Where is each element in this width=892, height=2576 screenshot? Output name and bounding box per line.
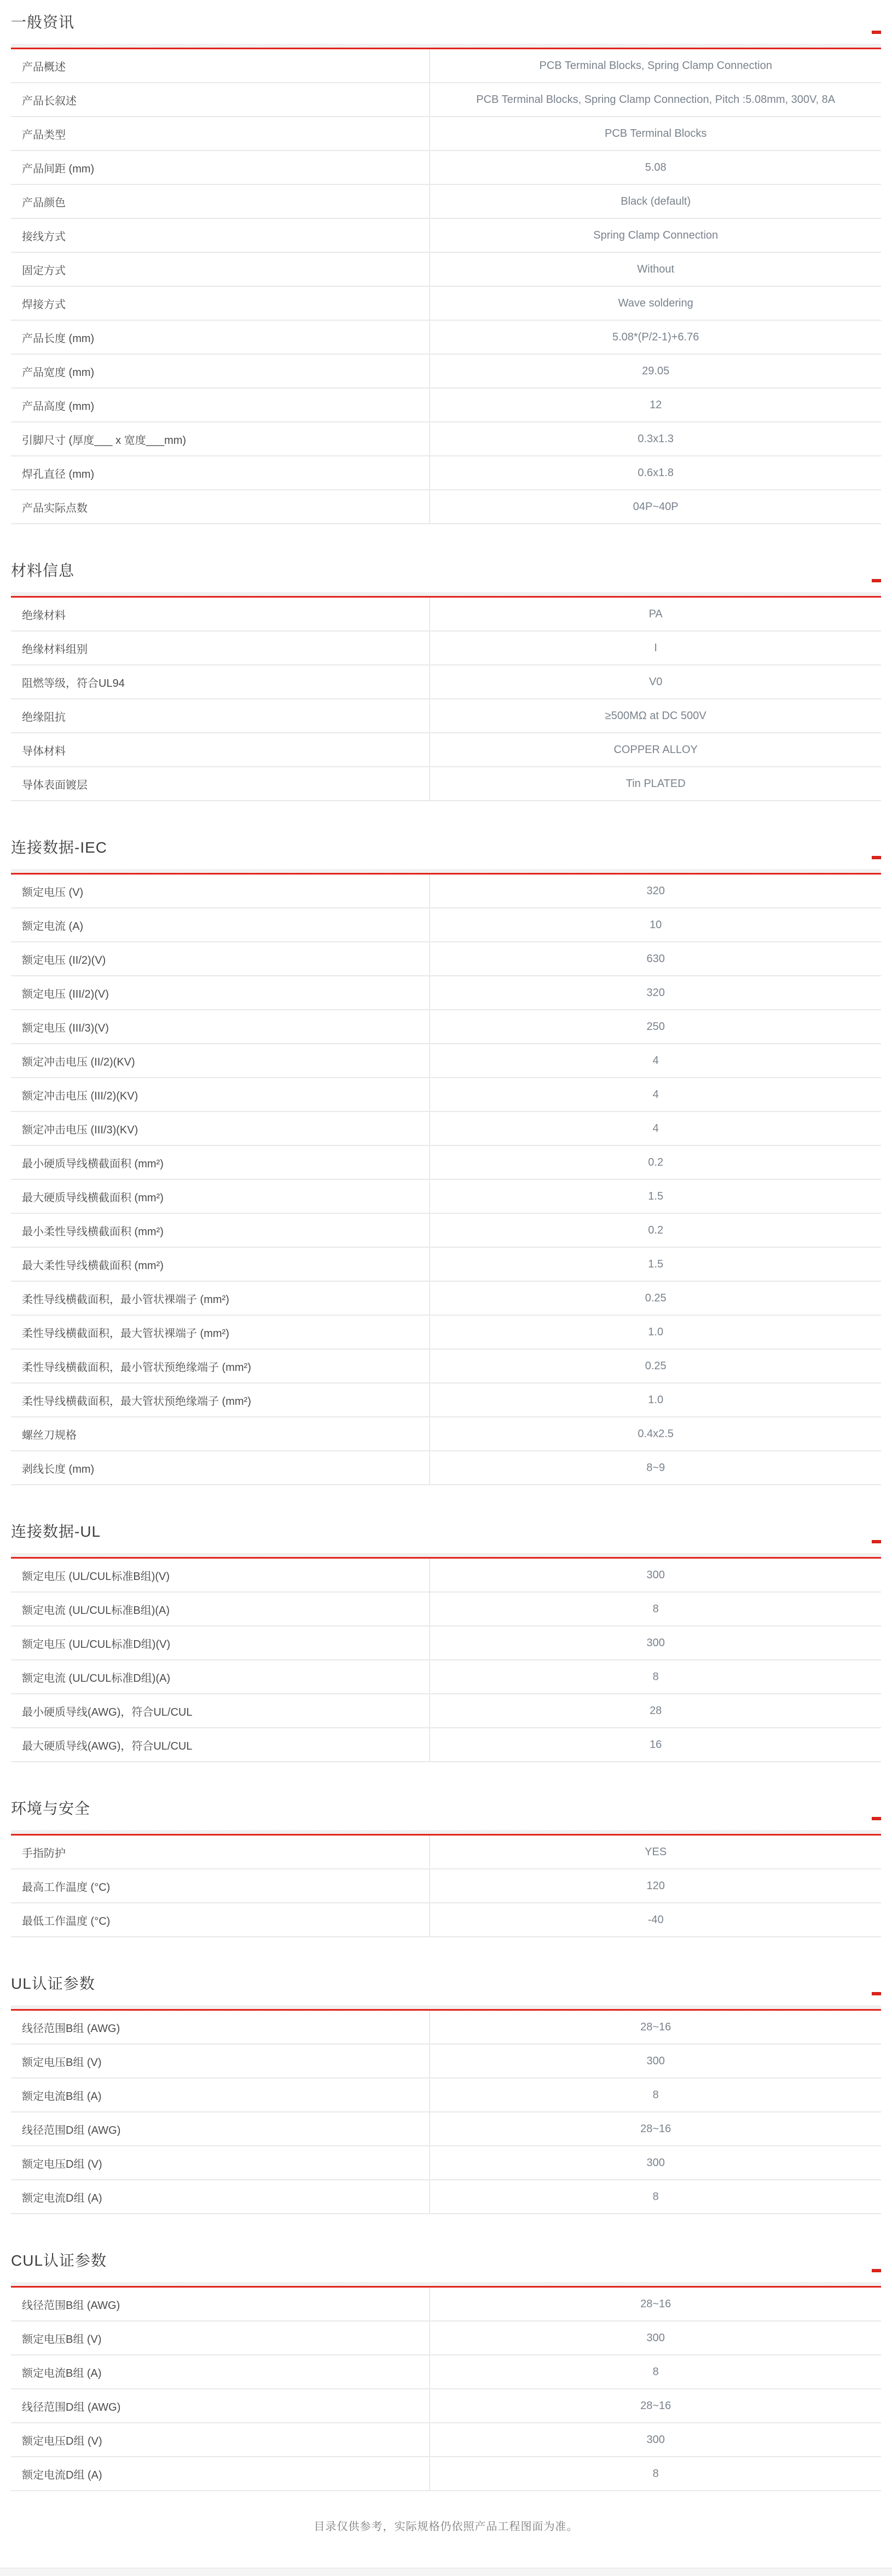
row-value: Tin PLATED bbox=[625, 777, 686, 790]
table-row bbox=[11, 2457, 881, 2491]
row-value: I bbox=[654, 641, 657, 654]
row-label: 额定电流B组 (A) bbox=[11, 2079, 430, 2111]
row-label: 额定电流 (A) bbox=[11, 908, 430, 941]
row-label: 额定电压 (V) bbox=[11, 875, 430, 907]
section-rule-divider bbox=[11, 1553, 881, 1559]
row-value: 8 bbox=[652, 2365, 659, 2378]
row-value: 16 bbox=[650, 1738, 662, 1751]
row-value: 0.6x1.8 bbox=[638, 466, 674, 479]
row-label: 额定电流D组 (A) bbox=[11, 2457, 430, 2490]
table-row bbox=[11, 1316, 881, 1350]
table-row bbox=[11, 1728, 881, 1762]
table-row bbox=[11, 1282, 881, 1316]
section-title: 连接数据-IEC bbox=[11, 839, 108, 856]
row-value: 12 bbox=[650, 398, 662, 411]
spec-table bbox=[11, 49, 881, 524]
row-label: 额定电流 (UL/CUL标准D组)(A) bbox=[11, 1660, 430, 1693]
table-row bbox=[11, 733, 881, 767]
table-row bbox=[11, 976, 881, 1010]
table-row bbox=[11, 219, 881, 253]
table-row bbox=[11, 422, 881, 456]
row-label: 产品概述 bbox=[11, 49, 430, 82]
row-label: 最小柔性导线横截面积 (mm²) bbox=[11, 1214, 430, 1247]
row-value: 300 bbox=[646, 2156, 665, 2169]
row-value: 300 bbox=[646, 1636, 665, 1649]
row-value: 320 bbox=[646, 986, 665, 999]
table-row bbox=[11, 2355, 881, 2389]
row-label: 柔性导线横截面积，最小管状裸端子 (mm²) bbox=[11, 1282, 430, 1315]
footer-disclaimer: 目录仅供参考，实际规格仍依照产品工程图面为准。 bbox=[314, 2521, 578, 2533]
table-row bbox=[11, 767, 881, 801]
row-label: 接线方式 bbox=[11, 219, 430, 252]
row-value: YES bbox=[645, 1845, 667, 1858]
row-label: 绝缘材料组别 bbox=[11, 632, 430, 664]
section-rule-divider bbox=[11, 1830, 881, 1836]
section-rule-divider bbox=[11, 2282, 881, 2288]
row-value: 1.0 bbox=[648, 1393, 664, 1406]
row-label: 绝缘阻抗 bbox=[11, 699, 430, 732]
section-header bbox=[11, 1976, 881, 1992]
spec-section bbox=[11, 2253, 881, 2491]
table-row bbox=[11, 49, 881, 83]
table-row bbox=[11, 456, 881, 490]
spec-table bbox=[11, 1559, 881, 1762]
row-value: 0.2 bbox=[648, 1224, 664, 1236]
table-row bbox=[11, 1593, 881, 1626]
row-value: 10 bbox=[650, 918, 662, 931]
row-value: 300 bbox=[646, 2054, 665, 2067]
page-bottom-bar bbox=[0, 2568, 892, 2576]
spec-table bbox=[11, 2288, 881, 2491]
row-value: COPPER ALLOY bbox=[613, 743, 698, 756]
row-value: 0.25 bbox=[645, 1359, 667, 1372]
table-row bbox=[11, 1350, 881, 1383]
row-label: 额定冲击电压 (III/3)(KV) bbox=[11, 1112, 430, 1145]
row-label: 产品颜色 bbox=[11, 185, 430, 218]
row-value: Without bbox=[637, 263, 675, 275]
spec-sections bbox=[11, 14, 881, 2491]
row-label: 额定电流B组 (A) bbox=[11, 2355, 430, 2388]
row-value: 29.05 bbox=[642, 364, 670, 377]
row-label: 产品长叙述 bbox=[11, 83, 430, 116]
section-rule-divider bbox=[11, 592, 881, 598]
row-label: 额定电压D组 (V) bbox=[11, 2146, 430, 2179]
row-label: 额定电流 (UL/CUL标准B组)(A) bbox=[11, 1593, 430, 1625]
table-row bbox=[11, 598, 881, 632]
row-value: Black (default) bbox=[621, 195, 691, 207]
table-row bbox=[11, 1836, 881, 1869]
row-label: 引脚尺寸 (厚度___ x 宽度___mm) bbox=[11, 422, 430, 455]
row-label: 柔性导线横截面积，最大管状预绝缘端子 (mm²) bbox=[11, 1383, 430, 1416]
table-row bbox=[11, 287, 881, 321]
spec-table bbox=[11, 598, 881, 801]
table-row bbox=[11, 699, 881, 733]
section-title: UL认证参数 bbox=[11, 1975, 95, 1992]
row-value: PCB Terminal Blocks, Spring Clamp Connection bbox=[539, 59, 772, 72]
row-value: 250 bbox=[646, 1020, 665, 1033]
collapse-minus-icon[interactable] bbox=[872, 1992, 881, 1995]
table-row bbox=[11, 1180, 881, 1214]
row-label: 最小硬质导线横截面积 (mm²) bbox=[11, 1146, 430, 1179]
spec-section bbox=[11, 1976, 881, 2214]
row-value: 300 bbox=[646, 2331, 665, 2344]
row-value: 320 bbox=[646, 884, 665, 897]
row-label: 额定电压 (UL/CUL标准D组)(V) bbox=[11, 1626, 430, 1659]
row-label: 最小硬质导线(AWG)，符合UL/CUL bbox=[11, 1694, 430, 1727]
row-label: 线径范围B组 (AWG) bbox=[11, 2288, 430, 2320]
table-row bbox=[11, 83, 881, 117]
row-value: 8 bbox=[652, 1670, 659, 1683]
section-rule-divider bbox=[11, 44, 881, 49]
row-value: Wave soldering bbox=[618, 297, 693, 309]
row-value: PCB Terminal Blocks, Spring Clamp Connection, Pitch :5.08mm, 300V, 8A bbox=[476, 93, 836, 106]
table-row bbox=[11, 2079, 881, 2112]
row-value: 4 bbox=[652, 1122, 659, 1134]
table-row bbox=[11, 908, 881, 942]
table-row bbox=[11, 117, 881, 151]
spec-table bbox=[11, 1836, 881, 1937]
table-row bbox=[11, 1112, 881, 1146]
table-row bbox=[11, 1869, 881, 1903]
row-label: 柔性导线横截面积，最大管状裸端子 (mm²) bbox=[11, 1316, 430, 1348]
spec-section bbox=[11, 14, 881, 524]
row-label: 剥线长度 (mm) bbox=[11, 1451, 430, 1484]
section-title: 一般资讯 bbox=[11, 14, 75, 31]
row-label: 额定电压 (UL/CUL标准B组)(V) bbox=[11, 1559, 430, 1591]
row-label: 固定方式 bbox=[11, 253, 430, 286]
table-row bbox=[11, 632, 881, 665]
spec-section bbox=[11, 563, 881, 801]
spec-section bbox=[11, 840, 881, 1485]
row-label: 线径范围D组 (AWG) bbox=[11, 2389, 430, 2422]
section-header bbox=[11, 563, 881, 579]
row-value: 120 bbox=[646, 1879, 665, 1892]
row-value: 0.25 bbox=[645, 1292, 667, 1304]
row-value: 28~16 bbox=[640, 2297, 671, 2310]
row-label: 额定电流D组 (A) bbox=[11, 2180, 430, 2213]
section-title: 连接数据-UL bbox=[11, 1523, 101, 1540]
spec-table bbox=[11, 875, 881, 1485]
table-row bbox=[11, 253, 881, 287]
row-label: 产品实际点数 bbox=[11, 490, 430, 523]
section-header bbox=[11, 1801, 881, 1817]
row-label: 手指防护 bbox=[11, 1836, 430, 1868]
table-row bbox=[11, 1417, 881, 1451]
table-row bbox=[11, 875, 881, 908]
row-value: 8 bbox=[652, 2190, 659, 2203]
row-value: 28 bbox=[650, 1704, 662, 1717]
row-label: 线径范围D组 (AWG) bbox=[11, 2112, 430, 2145]
row-value: 1.5 bbox=[648, 1258, 664, 1270]
row-value: PA bbox=[648, 607, 663, 620]
row-label: 最低工作温度 (°C) bbox=[11, 1903, 430, 1936]
table-row bbox=[11, 321, 881, 355]
table-row bbox=[11, 2389, 881, 2423]
table-row bbox=[11, 2045, 881, 2079]
row-value: 8~9 bbox=[646, 1461, 665, 1474]
row-value: 630 bbox=[646, 952, 665, 965]
row-value: 0.2 bbox=[648, 1156, 664, 1168]
spec-section bbox=[11, 1524, 881, 1762]
table-row bbox=[11, 2322, 881, 2355]
table-row bbox=[11, 1660, 881, 1694]
section-header bbox=[11, 14, 881, 31]
row-value: 8 bbox=[652, 1602, 659, 1615]
row-label: 焊接方式 bbox=[11, 287, 430, 320]
row-label: 螺丝刀规格 bbox=[11, 1417, 430, 1450]
row-label: 产品宽度 (mm) bbox=[11, 355, 430, 387]
row-label: 柔性导线横截面积，最小管状预绝缘端子 (mm²) bbox=[11, 1350, 430, 1382]
table-row bbox=[11, 1903, 881, 1937]
row-label: 产品长度 (mm) bbox=[11, 321, 430, 354]
section-rule-divider bbox=[11, 869, 881, 875]
collapse-minus-icon[interactable] bbox=[872, 1817, 881, 1820]
row-value: 04P~40P bbox=[633, 500, 679, 513]
row-label: 线径范围B组 (AWG) bbox=[11, 2011, 430, 2044]
row-value: ≥500MΩ at DC 500V bbox=[605, 709, 706, 722]
table-row bbox=[11, 1694, 881, 1728]
section-title: 材料信息 bbox=[11, 562, 75, 579]
table-row bbox=[11, 1451, 881, 1485]
table-row bbox=[11, 665, 881, 699]
row-value: PCB Terminal Blocks bbox=[605, 127, 707, 140]
row-label: 最高工作温度 (°C) bbox=[11, 1869, 430, 1902]
table-row bbox=[11, 355, 881, 389]
row-value: 300 bbox=[646, 2433, 665, 2446]
section-rule-divider bbox=[11, 2005, 881, 2011]
row-value: 0.4x2.5 bbox=[638, 1427, 674, 1440]
table-row bbox=[11, 1146, 881, 1180]
row-label: 产品类型 bbox=[11, 117, 430, 150]
table-row bbox=[11, 1383, 881, 1417]
collapse-minus-icon[interactable] bbox=[872, 31, 881, 34]
table-row bbox=[11, 490, 881, 524]
section-header bbox=[11, 2253, 881, 2269]
collapse-minus-icon[interactable] bbox=[872, 1540, 881, 1543]
row-value: 1.0 bbox=[648, 1325, 664, 1338]
row-label: 额定冲击电压 (III/2)(KV) bbox=[11, 1078, 430, 1111]
row-label: 焊孔直径 (mm) bbox=[11, 456, 430, 489]
row-label: 导体表面镀层 bbox=[11, 767, 430, 800]
table-row bbox=[11, 1626, 881, 1660]
table-row bbox=[11, 2146, 881, 2180]
row-label: 额定电压 (III/3)(V) bbox=[11, 1010, 430, 1043]
row-label: 额定电压D组 (V) bbox=[11, 2423, 430, 2456]
table-row bbox=[11, 1559, 881, 1593]
section-title: 环境与安全 bbox=[11, 1800, 91, 1817]
section-title: CUL认证参数 bbox=[11, 2252, 107, 2269]
row-label: 绝缘材料 bbox=[11, 598, 430, 630]
row-label: 导体材料 bbox=[11, 733, 430, 766]
table-row bbox=[11, 942, 881, 976]
row-value: 4 bbox=[652, 1088, 659, 1101]
row-value: 8 bbox=[652, 2467, 659, 2480]
row-label: 最大硬质导线(AWG)，符合UL/CUL bbox=[11, 1728, 430, 1761]
row-value: 5.08*(P/2-1)+6.76 bbox=[612, 331, 699, 343]
table-row bbox=[11, 1044, 881, 1078]
collapse-minus-icon[interactable] bbox=[872, 856, 881, 859]
row-label: 产品高度 (mm) bbox=[11, 389, 430, 421]
row-label: 额定电压B组 (V) bbox=[11, 2322, 430, 2354]
row-label: 额定电压B组 (V) bbox=[11, 2045, 430, 2077]
row-label: 最大柔性导线横截面积 (mm²) bbox=[11, 1248, 430, 1281]
table-row bbox=[11, 389, 881, 422]
table-row bbox=[11, 1214, 881, 1248]
table-row bbox=[11, 1248, 881, 1282]
row-value: 4 bbox=[652, 1054, 659, 1067]
row-value: V0 bbox=[648, 675, 663, 688]
row-label: 额定电压 (III/2)(V) bbox=[11, 976, 430, 1009]
table-row bbox=[11, 2112, 881, 2146]
row-value: 8 bbox=[652, 2088, 659, 2101]
row-label: 额定冲击电压 (II/2)(KV) bbox=[11, 1044, 430, 1077]
spec-table bbox=[11, 2011, 881, 2214]
row-value: 5.08 bbox=[645, 161, 667, 173]
row-value: 1.5 bbox=[648, 1190, 664, 1202]
table-row bbox=[11, 151, 881, 185]
table-row bbox=[11, 2011, 881, 2045]
table-row bbox=[11, 2288, 881, 2322]
table-row bbox=[11, 2180, 881, 2214]
row-value: -40 bbox=[647, 1913, 664, 1926]
row-value: 28~16 bbox=[640, 2021, 671, 2033]
spec-section bbox=[11, 1801, 881, 1937]
row-value: Spring Clamp Connection bbox=[593, 229, 719, 241]
row-label: 产品间距 (mm) bbox=[11, 151, 430, 184]
collapse-minus-icon[interactable] bbox=[872, 579, 881, 582]
row-label: 阻燃等级，符合UL94 bbox=[11, 665, 430, 698]
row-label: 额定电压 (II/2)(V) bbox=[11, 942, 430, 975]
table-row bbox=[11, 2423, 881, 2457]
table-row bbox=[11, 1010, 881, 1044]
table-row bbox=[11, 1078, 881, 1112]
table-row bbox=[11, 185, 881, 219]
row-value: 28~16 bbox=[640, 2122, 671, 2135]
row-value: 300 bbox=[646, 1568, 665, 1581]
collapse-minus-icon[interactable] bbox=[872, 2269, 881, 2272]
section-header bbox=[11, 1524, 881, 1540]
row-label: 最大硬质导线横截面积 (mm²) bbox=[11, 1180, 430, 1213]
row-value: 0.3x1.3 bbox=[638, 432, 674, 445]
section-header bbox=[11, 840, 881, 856]
row-value: 28~16 bbox=[640, 2399, 671, 2412]
